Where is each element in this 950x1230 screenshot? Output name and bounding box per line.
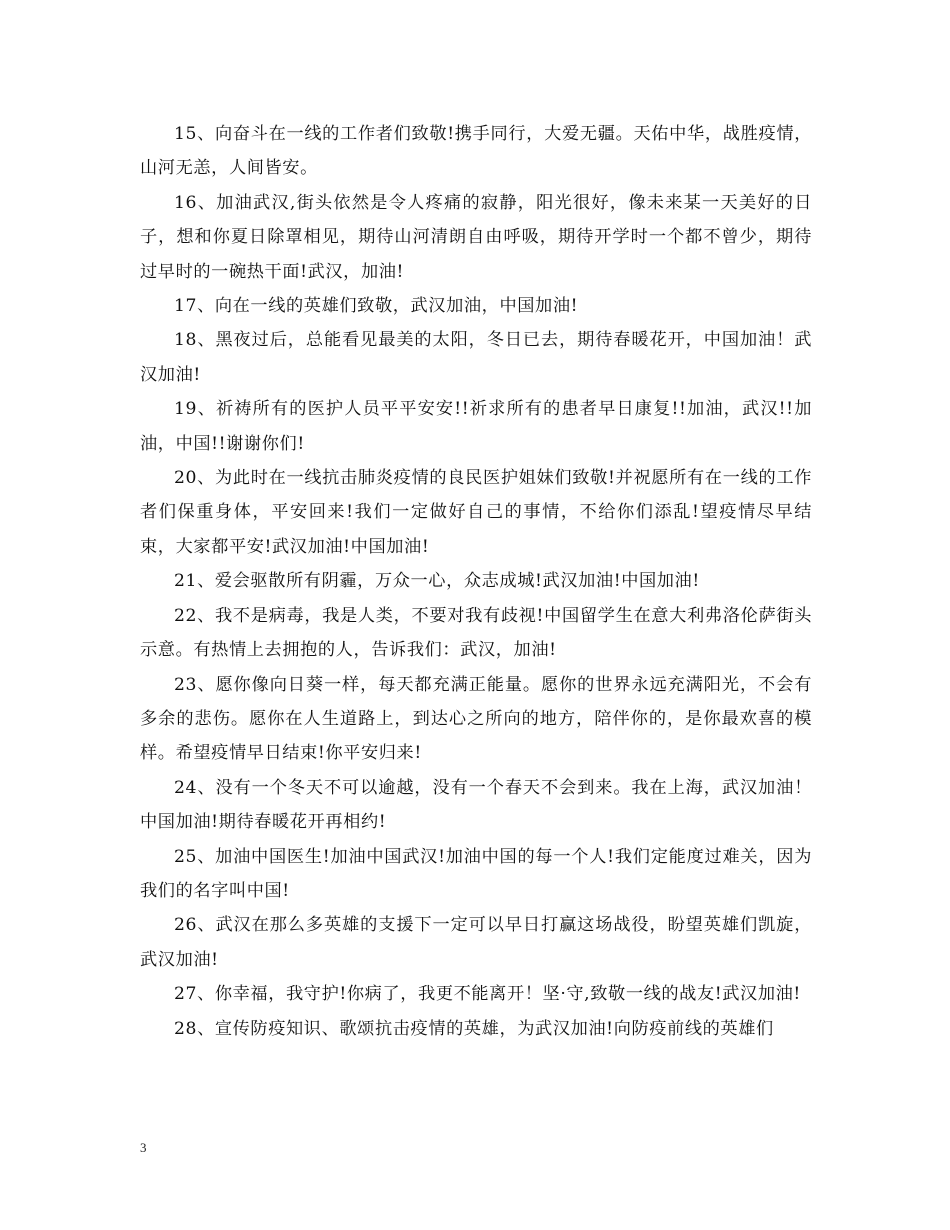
paragraph-17: 17、向在一线的英雄们致敬，武汉加油，中国加油! [174,296,579,317]
paragraph-26: 26、武汉在那么多英雄的支援下一定可以早日打赢这场战役，盼望英雄们凯旋，武汉加油! [140,915,812,970]
page-number: 3 [140,1140,147,1155]
paragraph-21: 21、爱会驱散所有阴霾，万众一心，众志成城!武汉加油!中国加油! [174,571,700,592]
paragraph-24: 24、没有一个冬天不可以逾越，没有一个春天不会到来。我在上海，武汉加油！中国加油!期待春暖花开再相约! [140,777,812,833]
paragraph-22: 22、我不是病毒，我是人类，不要对我有歧视!中国留学生在意大利弗洛伦萨街头示意。有热情上去拥抱的人，告诉我们：武汉，加油! [140,605,812,661]
paragraph-20: 20、为此时在一线抗击肺炎疫情的良民医护姐妹们致敬!并祝愿所有在一线的工作者们保重身体，平安回来!我们一定做好自己的事情，不给你们添乱!望疫情尽早结束，大家都平安!武汉加油!中国加油! [140,468,812,557]
paragraph-15: 15、向奋斗在一线的工作者们致敬!携手同行，大爱无疆。天佑中华，战胜疫情，山河无恙，人间皆安。 [140,124,812,179]
paragraph-28: 28、宣传防疫知识、歌颂抗击疫情的英雄，为武汉加油!向防疫前线的英雄们 [174,1018,774,1039]
paragraph-23: 23、愿你像向日葵一样，每天都充满正能量。愿你的世界永远充满阳光，不会有多余的悲伤。愿你在人生道路上，到达心之所向的地方，陪伴你的，是你最欢喜的模样。希望疫情早日结束!你平安归来! [140,674,812,764]
paragraph-25: 25、加油中国医生!加油中国武汉!加油中国的每一个人!我们定能度过难关，因为我们的名字叫中国! [140,846,812,901]
paragraph-18: 18、黑夜过后，总能看见最美的太阳，冬日已去，期待春暖花开，中国加油！武汉加油! [140,330,812,385]
paragraph-16: 16、加油武汉,街头依然是令人疼痛的寂静，阳光很好，像未来某一天美好的日子，想和你夏日除罩相见，期待山河清朗自由呼吸，期待开学时一个都不曾少，期待过早时的一碗热干面!武汉，加油! [140,192,812,282]
paragraph-27: 27、你幸福，我守护!你病了，我更不能离开！坚·守,致敬一线的战友!武汉加油! [174,984,801,1005]
paragraph-19: 19、祈祷所有的医护人员平平安安!!祈求所有的患者早日康复!!加油，武汉!!加油，中国!!谢谢你们! [140,399,812,454]
document-body [140,117,812,1046]
